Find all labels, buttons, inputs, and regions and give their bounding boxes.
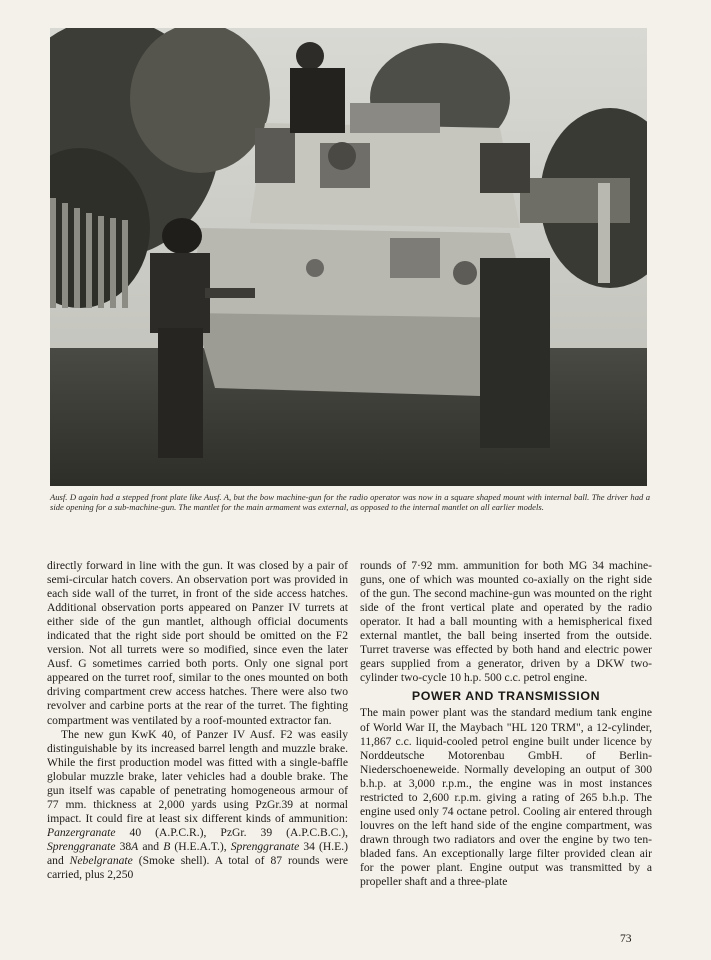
ammo-name: Sprenggranate bbox=[230, 839, 300, 853]
tank-photo-icon bbox=[50, 28, 647, 486]
photo-caption: Ausf. D again had a stepped front plate like Ausf. A, but the bow machine-gun for the radio operator was now in a square shaped mount with internal ball. The driver had a side opening for a sub-machine-gun. The mantlet for the main armament was external, as opposed to the internal mantlet on all earlier models. bbox=[50, 492, 650, 512]
left-column bbox=[47, 559, 348, 882]
ammo-name: Panzergranate bbox=[47, 825, 116, 839]
text-run: 38 bbox=[115, 839, 132, 853]
ammo-name: A bbox=[131, 839, 139, 853]
section-heading: POWER AND TRANSMISSION bbox=[411, 689, 601, 704]
ammo-name: B bbox=[163, 839, 171, 853]
ammo-name: Sprenggranate bbox=[47, 839, 116, 853]
text-run: (Smoke shell). A total of 87 rounds were carried, plus 2,250 bbox=[47, 853, 348, 882]
text-run: 34 (H.E.) and bbox=[47, 839, 348, 867]
right-column bbox=[360, 559, 652, 889]
paragraph: The main power plant was the standard medium tank engine of World War II, the Maybach "HL 120 TRM", a 12-cylinder, 11,867 c.c. liquid-cooled petrol engine built under licence by Norddeutsche Motorenbau GmbH. of Berlin-Niederschoeneweide. Normally developing an output of 300 b.h.p. at 3,000 r.p.m., the engine was in most instances restricted to 2,600 r.p.m. giving a rating of 265 b.h.p. The engine used only 74 octane petrol. Cooling air entered through louvres on the left hand side of the engine compartment, was drawn through two radiators and over the engine by two ten-bladed fans. An exceptionally large filter provided clean air for the power plant. Engine output was transmitted by a propeller shaft and a three-plate bbox=[360, 706, 652, 889]
ammo-name: Nebelgranate bbox=[69, 853, 133, 867]
text-run: and bbox=[138, 839, 164, 853]
text-run: 40 (A.P.C.R.), PzGr. 39 (A.P.C.B.C.), bbox=[115, 825, 348, 839]
text-run: (H.E.A.T.), bbox=[170, 839, 231, 853]
tank-photo bbox=[50, 28, 647, 486]
paragraph: directly forward in line with the gun. It was closed by a pair of semi-circular hatch covers. An observation port was provided in each side wall of the turret, in front of the side access hatches. Additional observation ports appeared on Panzer IV turrets at either side of the gun mantlet, although official documents indicated that the right side port should be omitted on the F2 version. Not all turrets were so modified, since even the later Ausf. G sometimes carried both ports. Only one signal port appeared on the turret roof, similar to the ones mounted on both driving compartment crew access hatches. There were also two revolver and carbine ports at the rear of the turret. The fighting compartment was ventilated by a roof-mounted extractor fan. bbox=[47, 559, 348, 727]
page-number: 73 bbox=[620, 932, 632, 945]
text-run: The new gun KwK 40, of Panzer IV Ausf. F2 was easily distinguishable by its increased barrel length and muzzle brake. While the first production model was fitted with a single-baffle globular muzzle brake, later vehicles had a double brake. The gun itself was capable of penetrating homogeneous armour of 77 mm. thickness at 2,000 yards using PzGr.39 at normal impact. It could fire at least six different kinds of ammunition: bbox=[47, 727, 348, 825]
paragraph bbox=[47, 728, 348, 883]
paragraph: rounds of 7·92 mm. ammunition for both MG 34 machine-guns, one of which was mounted co-axially on the right side of the gun. The second machine-gun was mounted on the right side of the front vertical plate and operated by the radio operator. It had a ball mounting with a hemispherical fixed external mantlet, the ball being inserted from the outside. Turret traverse was effected by both hand and electric power gears supplied from a generator, driven by a DKW two-cylinder two-cycle 10 h.p. 500 c.c. petrol engine. bbox=[360, 559, 652, 685]
